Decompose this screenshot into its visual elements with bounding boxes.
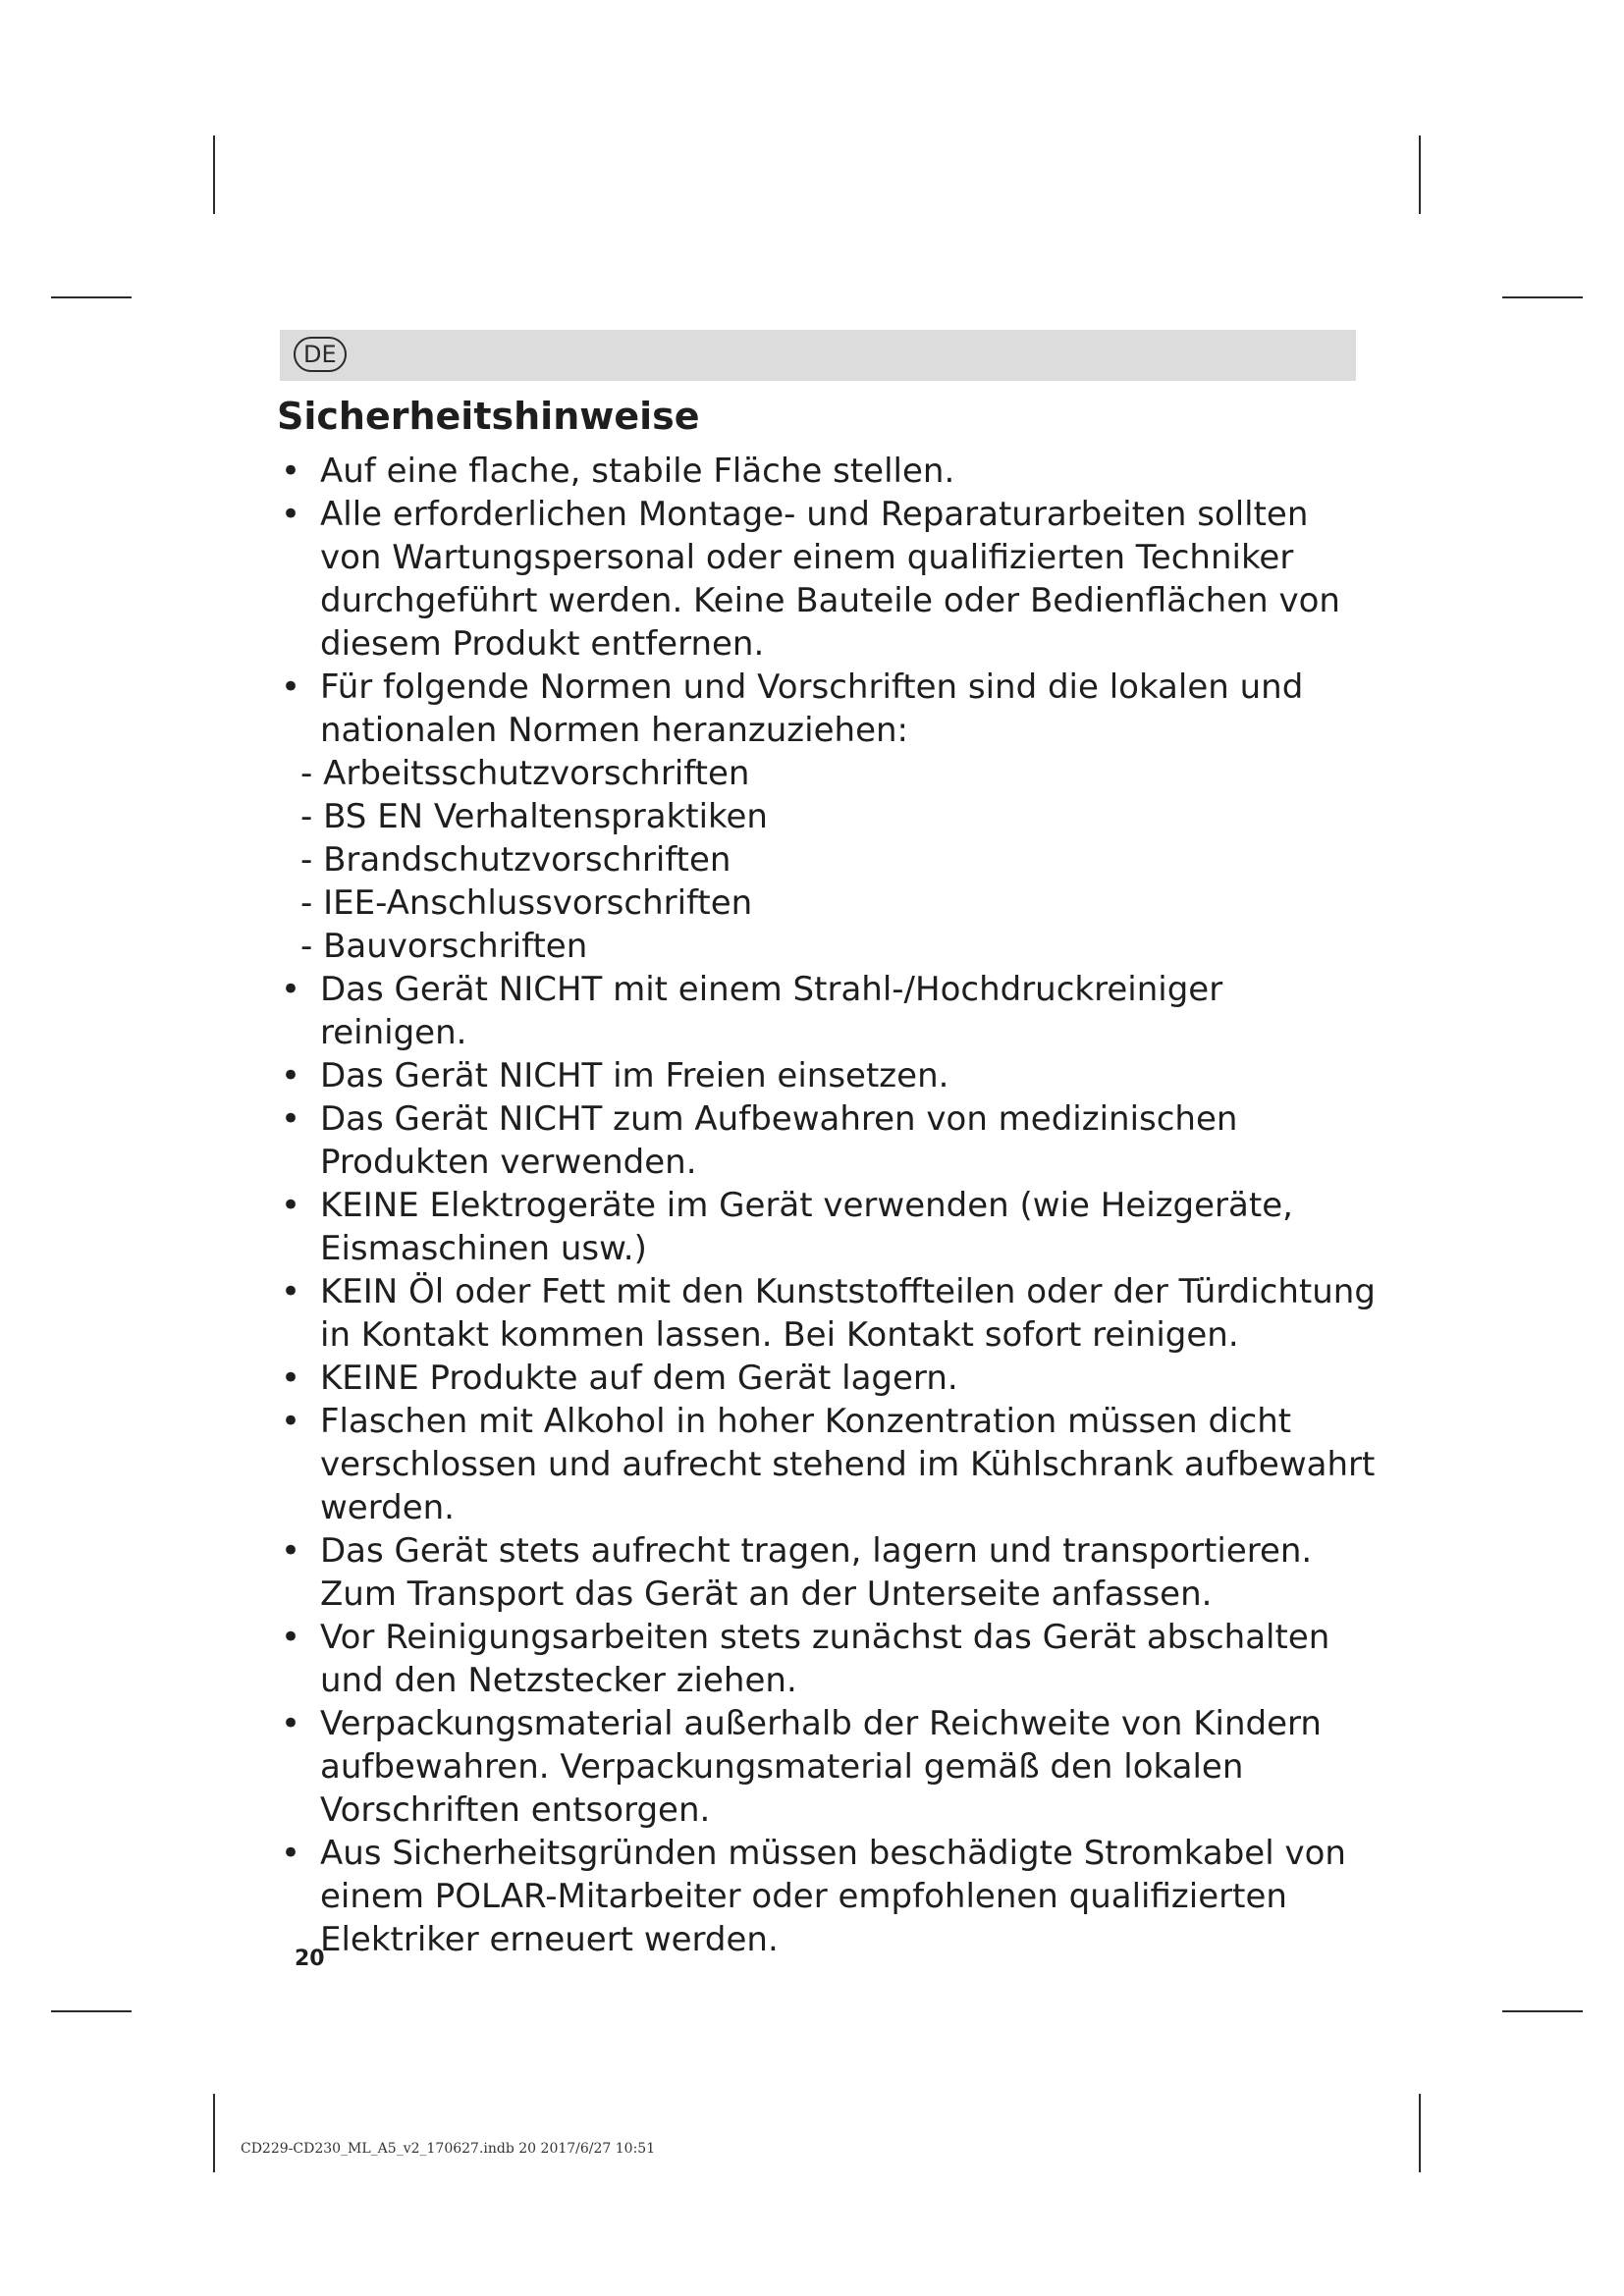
bullet-icon: •	[281, 1618, 301, 1657]
print-footer: CD229-CD230_ML_A5_v2_170627.indb 20 2017/6/27 10:51	[241, 2141, 656, 2157]
bullet-icon: •	[281, 495, 301, 534]
bullet-icon: •	[281, 1359, 301, 1398]
page-title: Sicherheitshinweise	[277, 395, 700, 438]
bullet-icon: •	[281, 452, 301, 491]
bullet-icon: •	[281, 1834, 301, 1873]
list-item: • Auf eine flache, stabile Fläche stellen.	[281, 452, 955, 491]
list-item: • Aus Sicherheitsgründen müssen beschädigte Stromkabel von einem POLAR-Mitarbeiter oder empfohlenen qualifizierten Elektriker erneuert werden.	[281, 1834, 1346, 1959]
bullet-icon: •	[281, 1056, 301, 1095]
bullet-icon: •	[281, 970, 301, 1009]
bullet-icon: •	[281, 1531, 301, 1571]
list-item: • Für folgende Normen und Vorschriften sind die lokalen und nationalen Normen heranzuziehen:	[281, 667, 1304, 750]
page-number: 20	[295, 1947, 325, 1971]
bullet-icon: •	[281, 1186, 301, 1225]
crop-mark	[51, 296, 132, 298]
crop-mark	[213, 135, 215, 214]
list-item: • Das Gerät NICHT im Freien einsetzen.	[281, 1056, 949, 1095]
list-item: • Vor Reinigungsarbeiten stets zunächst das Gerät abschalten und den Netzstecker ziehen.	[281, 1618, 1330, 1700]
regulation-item: - BS EN Verhaltenspraktiken	[300, 797, 768, 836]
safety-list	[277, 450, 1377, 1961]
crop-mark	[1502, 296, 1583, 298]
crop-mark	[213, 2094, 215, 2172]
bullet-icon: •	[281, 1099, 301, 1139]
language-header-bar	[280, 330, 1356, 381]
regulation-item: - Brandschutzvorschriften	[300, 840, 731, 880]
regulation-item: - Arbeitsschutzvorschriften	[300, 754, 750, 793]
bullet-icon: •	[281, 667, 301, 707]
crop-mark	[1419, 2094, 1421, 2172]
regulation-item: - IEE-Anschlussvorschriften	[300, 883, 753, 923]
list-item: • KEIN Öl oder Fett mit den Kunststoffteilen oder der Türdichtung in Kontakt kommen lassen. Bei Kontakt sofort reinigen.	[281, 1272, 1376, 1355]
list-item: • Verpackungsmaterial außerhalb der Reichweite von Kindern aufbewahren. Verpackungsmaterial gemäß den lokalen Vorschriften entsorgen.	[281, 1704, 1322, 1830]
list-item: • KEINE Elektrogeräte im Gerät verwenden (wie Heizgeräte, Eismaschinen usw.)	[281, 1186, 1293, 1268]
regulation-item: - Bauvorschriften	[300, 927, 588, 966]
crop-mark	[1419, 135, 1421, 214]
list-item: • Alle erforderlichen Montage- und Reparaturarbeiten sollten von Wartungspersonal oder einem qualifizierten Techniker durchgeführt werden. Keine Bauteile oder Bedienflächen von diesem Produkt entfernen.	[281, 495, 1340, 664]
list-item: • Flaschen mit Alkohol in hoher Konzentration müssen dicht verschlossen und aufrecht stehend im Kühlschrank aufbewahrt werden.	[281, 1402, 1376, 1527]
bullet-icon: •	[281, 1272, 301, 1311]
bullet-icon: •	[281, 1402, 301, 1441]
list-item: • Das Gerät NICHT mit einem Strahl-/Hochdruckreiniger reinigen.	[281, 970, 1223, 1052]
language-badge: DE	[294, 337, 347, 372]
list-item: • KEINE Produkte auf dem Gerät lagern.	[281, 1359, 958, 1398]
crop-mark	[1502, 2010, 1583, 2012]
list-item: • Das Gerät NICHT zum Aufbewahren von medizinischen Produkten verwenden.	[281, 1099, 1238, 1182]
list-item: • Das Gerät stets aufrecht tragen, lagern und transportieren. Zum Transport das Gerät an der Unterseite anfassen.	[281, 1531, 1313, 1614]
crop-mark	[51, 2010, 132, 2012]
bullet-icon: •	[281, 1704, 301, 1743]
